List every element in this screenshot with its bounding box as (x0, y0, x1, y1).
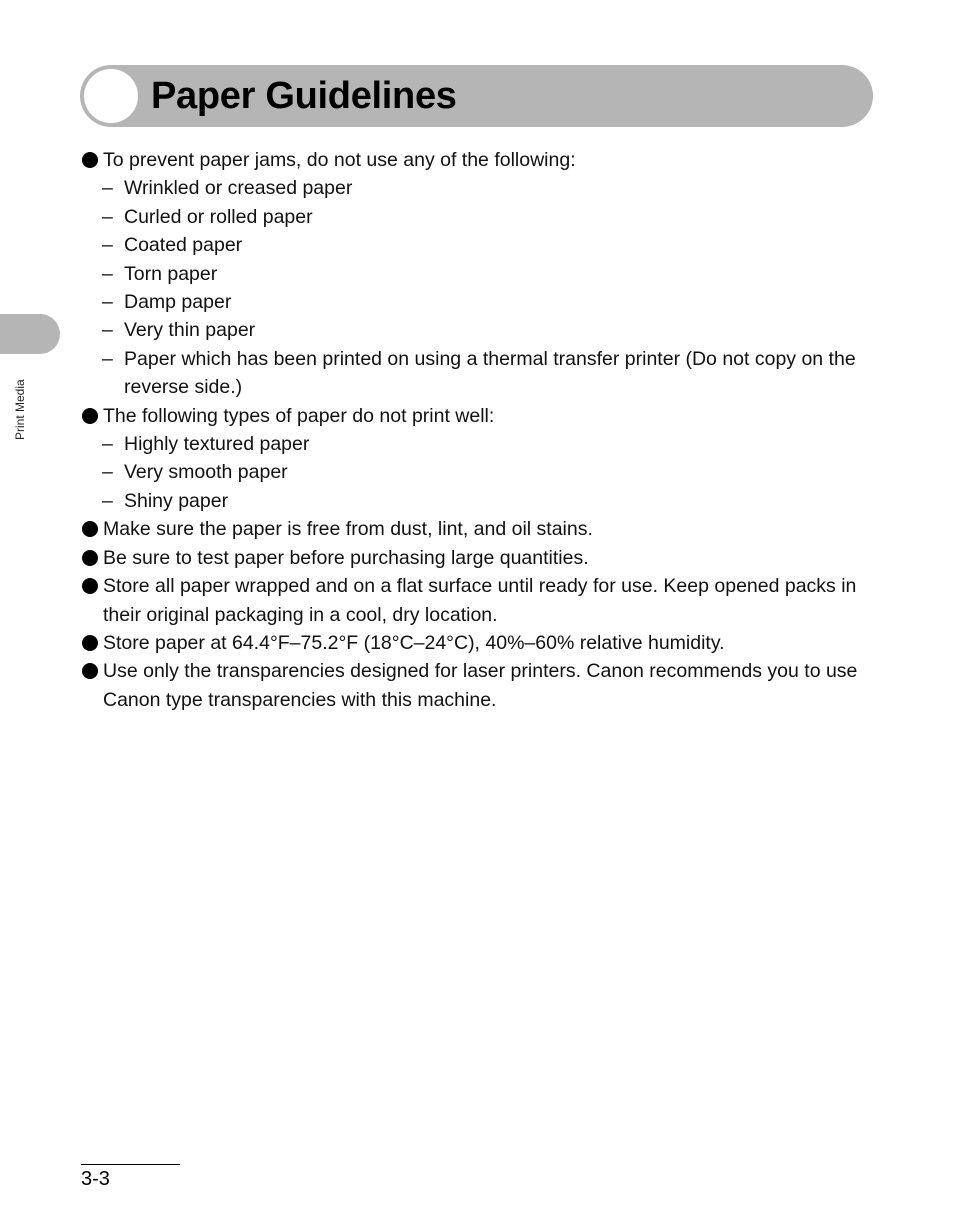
bullet-text: To prevent paper jams, do not use any of the following: (103, 149, 576, 171)
bullet-item (81, 402, 881, 430)
sub-item: – Wrinkled or creased paper (81, 174, 881, 202)
bullet-text: The following types of paper do not print well: (103, 404, 495, 427)
bullet-text: Store all paper wrapped and on a flat surface until ready for use. Keep opened packs in their original packaging in a cool, dry location. (103, 575, 857, 626)
sub-item: – Curled or rolled paper (81, 203, 881, 231)
bullet-text: Make sure the paper is free from dust, lint, and oil stains. (103, 518, 593, 541)
bullet-item (81, 572, 881, 629)
page-number: 3-3 (81, 1168, 110, 1190)
side-tab-label: Print Media (13, 379, 27, 440)
sub-item: – Very smooth paper (81, 458, 881, 486)
sub-item: – Shiny paper (81, 487, 881, 515)
sub-item: – Highly textured paper (81, 430, 881, 458)
sub-item: – Very thin paper (81, 316, 881, 344)
bullet-item (81, 657, 881, 714)
bullet-item (81, 629, 881, 657)
bullet-text: Store paper at 64.4°F–75.2°F (18°C–24°C), 40%–60% relative humidity. (103, 631, 725, 654)
guidelines-list (81, 146, 881, 714)
bullet-text: Use only the transparencies designed for laser printers. Canon recommends you to use Canon type transparencies with this machine. (103, 660, 858, 711)
sub-list (81, 430, 881, 515)
bullet-item (81, 515, 881, 543)
sub-item: – Paper which has been printed on using a thermal transfer printer (Do not copy on the reverse side.) (81, 345, 881, 402)
footer-rule (81, 1164, 180, 1165)
bullet-item (81, 146, 881, 174)
bullet-item (81, 544, 881, 572)
header-circle-ornament (84, 69, 138, 123)
sub-item: – Torn paper (81, 260, 881, 288)
page-title: Paper Guidelines (151, 75, 457, 117)
bullet-text: Be sure to test paper before purchasing large quantities. (103, 546, 589, 569)
sub-item: – Damp paper (81, 288, 881, 316)
side-tab (0, 314, 60, 354)
sub-item: – Coated paper (81, 231, 881, 259)
sub-list (81, 174, 881, 401)
